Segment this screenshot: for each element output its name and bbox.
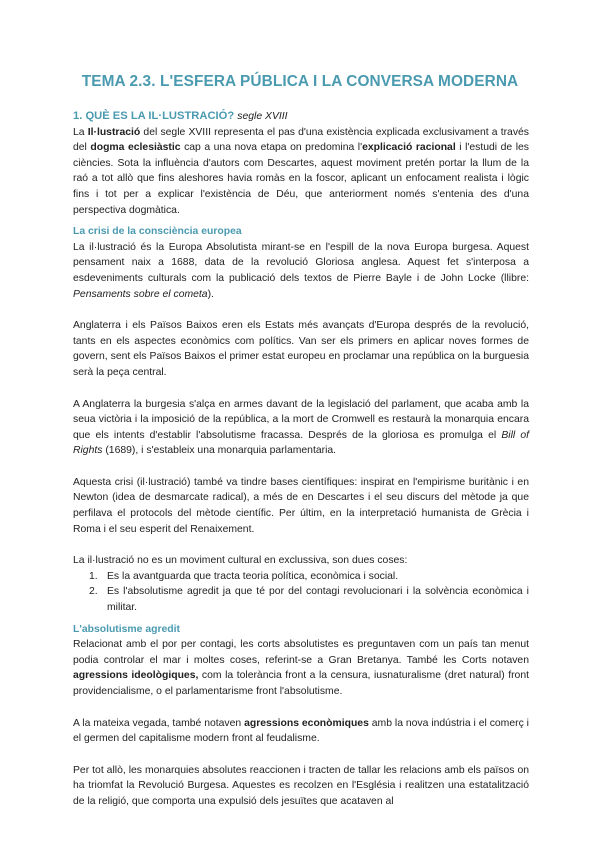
subheading-absolutisme: L'absolutisme agredit	[73, 623, 180, 635]
numbered-list	[73, 569, 529, 616]
section-heading-subtitle: segle XVIII	[237, 111, 288, 122]
section-heading-illustracio: 1. QUÈ ES LA IL·LUSTRACIÓ? segle XVIII	[73, 110, 288, 122]
paragraph-crisi-4: Aquesta crisi (il·lustració) també va tindre bases científiques: inspirat en l'empirisme buritànic i en Newton (idea de desmarcate radical), a més de en Descartes i el seu discurs del mètode ja que perfilava el protocols del mètode científic. Per últim, en la interpretació humanista de Grècia i Roma i el seu esperit del Renaixement.	[73, 476, 529, 535]
paragraph-crisi-1: La il·lustració és la Europa Absolutista mirant-se en l'espill de la nova Europa burgesa. Aquest pensament naix a 1688, data de la revolució Gloriosa anglesa. Aquest fet s'interposa a esdeveniments culturals com la publicació dels textos de Pierre Bayle i de John Locke (llibre: Pensaments sobre el cometa).	[73, 241, 529, 300]
page-title: TEMA 2.3. L'ESFERA PÚBLICA I LA CONVERSA MODERNA	[81, 73, 519, 90]
paragraph-crisi-2: Anglaterra i els Països Baixos eren els Estats més avançats d'Europa després de la revolució, tants en els aspectes econòmics com polítics. Van ser els primers en aplicar noves formes de govern, sent els Països Baixos el primer estat europeu en proclamar una república on la burguesia serà la peça central.	[73, 320, 529, 378]
paragraph-absolutisme-2: A la mateixa vegada, també notaven agressions econòmiques amb la nova indústria i el comerç i el germen del capitalisme modern front al feudalisme.	[73, 717, 529, 745]
document-body	[73, 109, 529, 810]
list-item: 2. Es l'absolutisme agredit ja que té por del contagi revolucionari i la solvència econòmica i militar.	[89, 586, 529, 614]
paragraph-crisi-3: A Anglaterra la burgesia s'alça en armes davant de la legislació del parlament, que acaba amb la seua victòria i la imposició de la república, a la mort de Cromwell es restaurà la monarquia encara que els intents d'establir l'absolutisme fracassa. Després de la gloriosa es promulga el Bill of Rights (1689), i s'estableix una monarquia parlamentaria.	[73, 398, 529, 457]
subheading-crisi: La crisi de la consciència europea	[73, 226, 242, 238]
paragraph-crisi-5: La il·lustració no es un moviment cultural en exclussiva, son dues coses:	[73, 555, 408, 567]
paragraph-absolutisme-3: Per tot allò, les monarquies absolutes reaccionen i tracten de tallar les relacions amb els països on ha triomfat la Revolució Burgesa. Aquestes es recolzen en l'Església i realitzen una estatalització de la religió, que comporta una expulsió dels jesuïtes que acataven al	[73, 764, 529, 807]
paragraph-absolutisme-1: Relacionat amb el por per contagi, les corts absolutistes es preguntaven com un país tan menut podia controlar el mar i moltes coses, referint-se a Gran Bretanya. També les Corts notaven agressions ideològiques, com la tolerància front a la censura, iusnaturalisme (dret natural) front providencialisme, o el parlamentarisme front l'absolutisme.	[73, 639, 529, 697]
paragraph-intro: La Il·lustració del segle XVIII representa el pas d'una existència explicada exclusivament a través del dogma eclesiàstic cap a una nova etapa on predomina l'explicació racional i l'estudi de les ciències. Sota la influència d'autors com Descartes, aquest moviment pretén portar la llum de la raó a tot allò que fins aleshores havia romàs en la foscor, aplicant un enfocament realista i lògic fins i tot per a explicar l'existència de Déu, que anteriorment només s'entenia des d'una perspectiva dogmàtica.	[73, 126, 529, 216]
list-item: 1. Es la avantguarda que tracta teoria política, econòmica i social.	[89, 570, 399, 582]
